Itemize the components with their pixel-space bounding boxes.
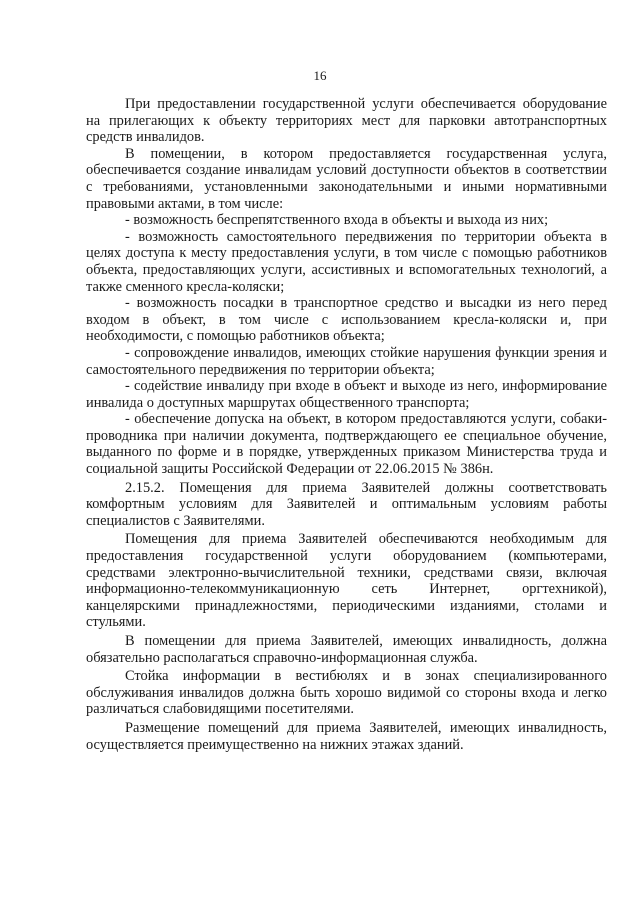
list-item-entry-exit: - возможность беспрепятственного входа в объекты и выхода из них; bbox=[125, 212, 549, 229]
list-item-guide-dog: - обеспечение допуска на объект, в котором предоставляются услуги, собаки-проводника при наличии документа, подтверждающего ее специальное обучение, выданного по форме и в порядке, утвержденных приказом Министерства труда и социальной защиты Российской Федерации от 22.06.2015 № 386н. bbox=[86, 411, 607, 478]
list-item-assistance: - содействие инвалиду при входе в объект и выходе из него, информирование инвалида о доступных маршрутах общественного транспорта; bbox=[86, 378, 607, 411]
paragraph-parking: При предоставлении государственной услуги обеспечивается оборудование на прилегающих к объекту территориях мест для парковки автотранспортных средств инвалидов. bbox=[86, 96, 607, 146]
paragraph-info-desk: Стойка информации в вестибюлях и в зонах специализированного обслуживания инвалидов должна быть хорошо видимой со стороны входа и легко различаться слабовидящими посетителями. bbox=[86, 668, 607, 718]
paragraph-accessibility-intro: В помещении, в котором предоставляется государственная услуга, обеспечивается создание инвалидам условий доступности объектов в соответствии с требованиями, установленными законодательными и иными нормативными правовыми актами, в том числе: bbox=[86, 145, 607, 212]
page-number: 16 bbox=[313, 68, 327, 83]
list-item-vehicle-boarding: - возможность посадки в транспортное средство и высадки из него перед входом в объект, в том числе с использованием кресла-коляски и, при необходимости, с помощью работников объекта; bbox=[86, 295, 607, 345]
list-item-escort: - сопровождение инвалидов, имеющих стойкие нарушения функции зрения и самостоятельного передвижения по территории объекта; bbox=[86, 344, 607, 378]
list-item-movement: - возможность самостоятельного передвижения по территории объекта в целях доступа к месту предоставления услуги, в том числе с помощью работников объекта, предоставляющих услуги, ассистивных и вспомогательных технологий, а также сменного кресла-коляски; bbox=[86, 228, 607, 295]
paragraph-info-service: В помещении для приема Заявителей, имеющих инвалидность, должна обязательно располагаться справочно-информационная служба. bbox=[86, 633, 607, 666]
paragraph-section-2-15-2: 2.15.2. Помещения для приема Заявителей должны соответствовать комфортным условиям для Заявителей и оптимальным условиям работы специалистов с Заявителями. bbox=[86, 479, 607, 529]
paragraph-equipment: Помещения для приема Заявителей обеспечиваются необходимым для предоставления государственной услуги оборудованием (компьютерами, средствами электронно-вычислительной техники, средствами связи, включая информационно-телекоммуникационную сеть Интернет, оргтехникой), канцелярскими принадлежностями, периодическими изданиями, столами и стульями. bbox=[86, 531, 607, 631]
document-body bbox=[86, 96, 607, 753]
paragraph-ground-floor: Размещение помещений для приема Заявителей, имеющих инвалидность, осуществляется преимущественно на нижних этажах зданий. bbox=[86, 719, 607, 753]
